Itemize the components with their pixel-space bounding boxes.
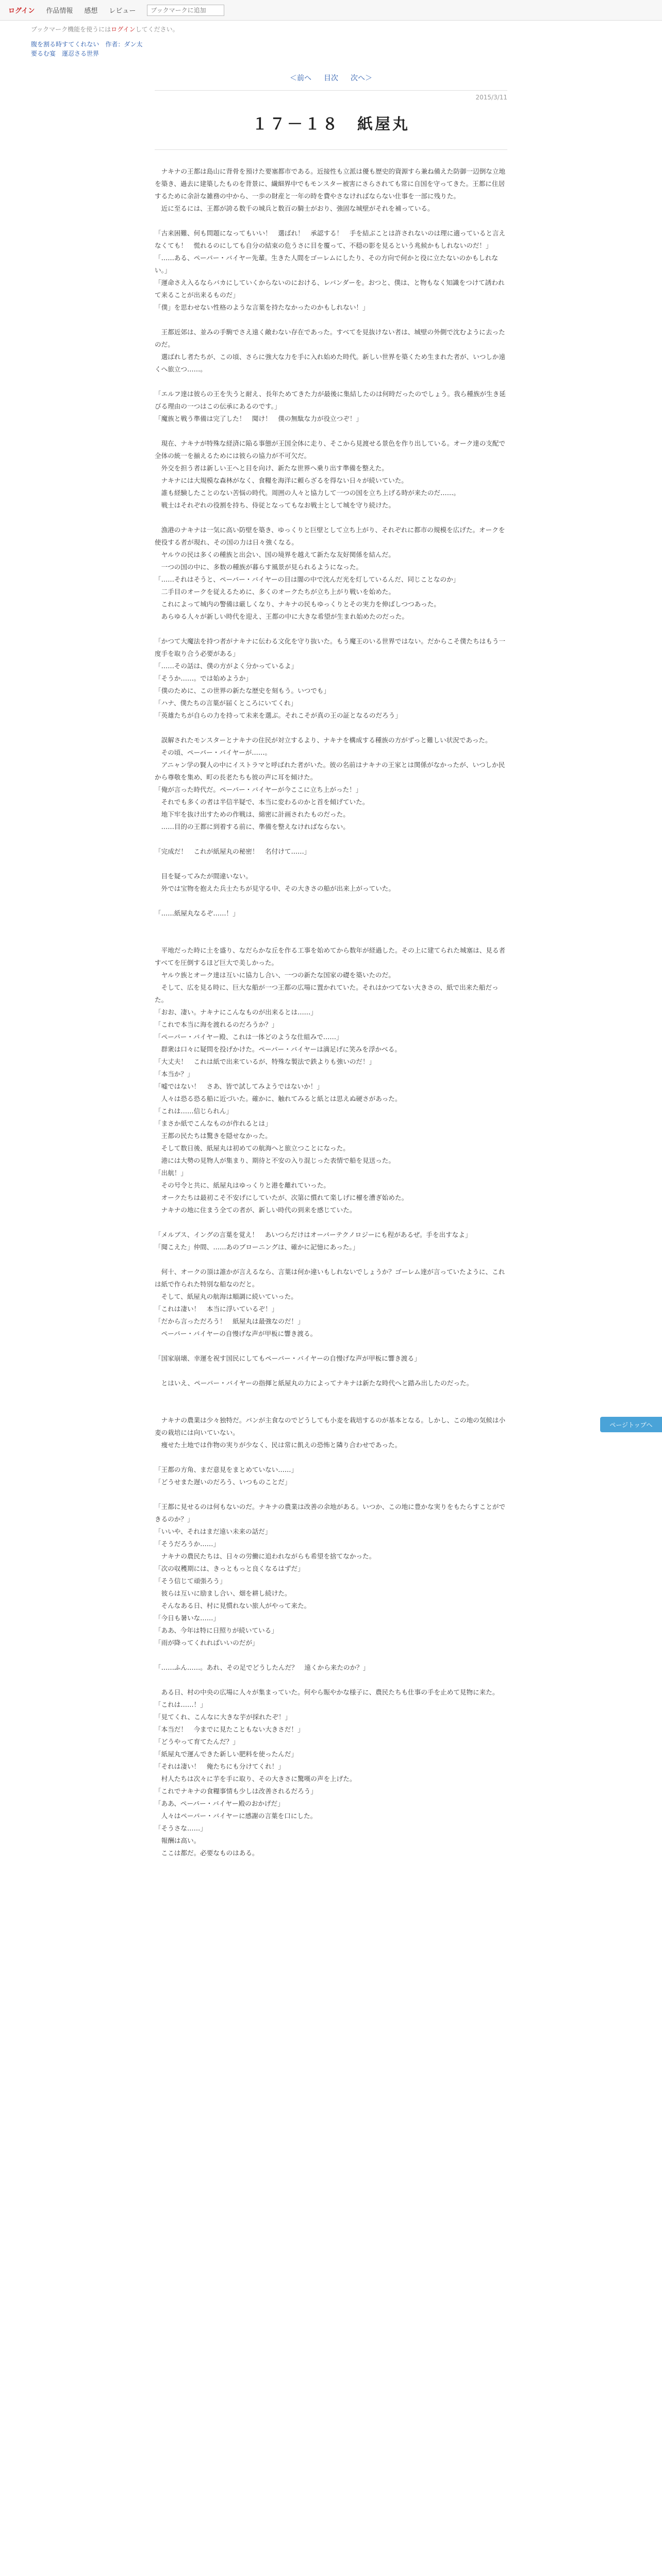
nav-link-reviews[interactable]: レビュー xyxy=(109,7,136,15)
paragraph: 「ハナ、僕たちの言葉が届くところにいてくれ」 xyxy=(155,699,297,707)
paragraph: 王都の民たちは驚きを隠せなかった。 xyxy=(155,1132,272,1140)
paragraph: 「どうやって育てたんだ？」 xyxy=(155,1738,239,1745)
paragraph-spacer xyxy=(155,833,507,845)
page-top-button[interactable]: ページトップへ xyxy=(600,1417,662,1432)
paragraph: そんなある日、村に見慣れない旅人がやって来た。 xyxy=(155,1602,311,1609)
paragraph: ……目的の王都に到着する前に、準備を整えなければならない。 xyxy=(155,823,350,831)
paragraph: 誰も経験したことのない苦悩の時代。周囲の人々と協力して一つの国を立ち上げる時が来たのだ……。 xyxy=(155,489,460,497)
paragraph: 「そう信じて頑張ろう」 xyxy=(155,1577,226,1585)
paragraph: 報酬は高い。 xyxy=(155,1837,201,1844)
paragraph: ヤルウの民は多くの種族と出会い、国の境界を越えて新たな友好関係を結んだ。 xyxy=(155,551,395,558)
paragraph: 目を疑ってみたが間違いない。 xyxy=(155,872,252,880)
paragraph: それでも多くの者は半信半疑で、本当に変わるのかと首を傾げていた。 xyxy=(155,798,369,806)
paragraph-spacer xyxy=(155,1253,507,1266)
paragraph: 地下牢を抜け出すための作戦は、綿密に計画されたものだった。 xyxy=(155,810,350,818)
paragraph: 現在、ナキナが特殊な経済に陥る事態が王国全体に走り、そこから見渡せる景色を作り出している。オーク達の支配で全体の統一を揃えるためには彼らの協力が不可欠だ。 xyxy=(155,439,506,460)
paragraph: 外では宝物を抱えた兵士たちが見守る中、その大きさの船が出来上がっていた。 xyxy=(155,885,395,892)
paragraph: 「そうだろうか……」 xyxy=(155,1540,220,1548)
paragraph: 「俺が言った時代だ。ペーパー・バイヤーが今ここに立ち上がった！」 xyxy=(155,786,362,793)
paragraph-spacer xyxy=(155,920,507,932)
paragraph: 「出航！」 xyxy=(155,1169,187,1177)
paragraph-spacer xyxy=(155,1402,507,1414)
paragraph: 人々は恐る恐る船に近づいた。確かに、触れてみると紙とは思えぬ硬さがあった。 xyxy=(155,1095,402,1103)
prev-chapter-link[interactable]: ＜前へ xyxy=(290,74,311,82)
paragraph: 「王都の方角、まだ意見をまとめていない……」 xyxy=(155,1466,298,1473)
paragraph: 「運命さえ入るならバカにしていくからないのにおける、レバンダーを。おつと、僕は、と物もなく知識をつけて誘われて来ることが出来るものだ」 xyxy=(155,279,505,299)
paragraph: あらゆる人々が新しい時代を迎え、王都の中に大きな希望が生まれ始めたのだった。 xyxy=(155,613,408,620)
paragraph: 「……ある、ペーパー・バイヤー先輩。生きた人間をゴーレムにしたり、その方向で何かと役に立たないのかもしれない。」 xyxy=(155,254,499,274)
paragraph: 「……ふん……。あれ、その足でどうしたんだ？ 遠くから来たのか？」 xyxy=(155,1664,370,1671)
paragraph: 「そうさな……」 xyxy=(155,1824,207,1832)
paragraph-spacer xyxy=(155,376,507,388)
paragraph: アニャン学の賢人の中にイストラマと呼ばれた者がいた。彼の名前はナキナの王家とは関係がなかったが、いつしか民から尊敬を集め、町の長老たちも彼の声に耳を傾けた。 xyxy=(155,761,505,781)
paragraph: オークたちは最初こそ不安げにしていたが、次第に慣れて楽しげに櫂を漕ぎ始めた。 xyxy=(155,1194,408,1201)
paragraph: ある日、村の中央の広場に人々が集まっていた。何やら賑やかな様子に、農民たちも仕事の手を止めて見物に来た。 xyxy=(155,1688,499,1696)
paragraph: 「かつて大魔法を持つ者がナキナに伝わる文化を守り抜いた。もう魔王のいる世界ではない。だからこそ僕たちはもう一度手を取り合う必要がある」 xyxy=(155,637,506,657)
paragraph: 「……紙屋丸なるぞ……！」 xyxy=(155,909,239,917)
paragraph: ナキナには大規模な森林がなく、食糧を海洋に頼らざるを得ない日々が続いていた。 xyxy=(155,477,408,484)
paragraph: ヤルウ族とオーク達は互いに協力し合い、一つの新たな国家の礎を築いたのだ。 xyxy=(155,971,395,979)
paragraph: 「本当だ！ 今までに見たこともない大きさだ！」 xyxy=(155,1725,304,1733)
chapter-pager xyxy=(155,65,507,91)
paragraph: 「これは……！」 xyxy=(155,1701,207,1708)
paragraph: 「英雄たちが自らの力を持って未来を選ぶ。それこそが真の王の証となるのだろう」 xyxy=(155,711,402,719)
paragraph: 一つの国の中に、多数の種族が暮らす風景が見られるようになった。 xyxy=(155,563,362,571)
paragraph: 群衆は口々に疑問を投げかけた。ペーパー・バイヤーは満足げに笑みを浮かべる。 xyxy=(155,1045,401,1053)
paragraph: これによって城内の警備は厳しくなり、ナキナの民もゆっくりとその実力を伸ばしつつあった。 xyxy=(155,600,440,608)
paragraph-spacer xyxy=(155,1451,507,1464)
paragraph: とはいえ、ペーパー・バイヤーの指揮と紙屋丸の力によってナキナは新たな時代へと踏み出したのだった。 xyxy=(155,1379,473,1387)
top-navigation-bar xyxy=(0,0,662,21)
paragraph: 「紙屋丸で運んできた新しい肥料を使ったんだ」 xyxy=(155,1750,298,1758)
paragraph: 「僕のために、この世界の新たな歴史を刻もう。いつでも」 xyxy=(155,687,330,694)
paragraph: その号令と共に、紙屋丸はゆっくりと港を離れていった。 xyxy=(155,1181,330,1189)
paragraph-spacer xyxy=(155,858,507,870)
login-label[interactable]: ログイン xyxy=(8,7,35,15)
paragraph: ナキナの農民たちは、日々の労働に追われながらも希望を捨てなかった。 xyxy=(155,1552,376,1560)
paragraph: 選ばれし者たちが、この頃、さらに強大な力を手に入れ始めた時代。新しい世界を築くため生まれた者が、いつしか遠くへ旅立つ……。 xyxy=(155,353,506,373)
paragraph: 戦士はそれぞれの役割を持ち、侍従となってもなお戦士として城を守り続けた。 xyxy=(155,501,395,509)
paragraph: 「おお、凄い。ナキナにこんなものが出来るとは……」 xyxy=(155,1008,317,1016)
paragraph: 「それは凄い！ 俺たちにも分けてくれ！」 xyxy=(155,1762,285,1770)
paragraph: 「いいや、それはまだ遠い未来の話だ」 xyxy=(155,1528,272,1535)
paragraph: 「嘘ではない！ さあ、皆で試してみようではないか！」 xyxy=(155,1082,323,1090)
login-link[interactable] xyxy=(8,5,35,15)
paragraph: 「……その話は、僕の方がよく分かっているよ」 xyxy=(155,662,298,670)
notice-suffix: してください。 xyxy=(135,26,179,33)
paragraph: 「……それはそうと、ペーパー・バイヤーの目は闇の中で沈んだ光を灯しているんだ、同じことなのか」 xyxy=(155,575,460,583)
paragraph: 外交を担う者は新しい王へと目を向け、新たな世界へ乗り出す準備を整えた。 xyxy=(155,464,388,472)
title-divider xyxy=(155,149,507,150)
nav-link-impressions[interactable]: 感想 xyxy=(84,7,98,15)
paragraph: 二手目のオークを従えるために、多くのオークたちが立ち上がり戦いを始めた。 xyxy=(155,588,395,596)
paragraph-spacer xyxy=(155,425,507,437)
paragraph-spacer xyxy=(155,1488,507,1501)
notice-login-link[interactable]: ログイン xyxy=(111,26,136,33)
paragraph-spacer xyxy=(155,932,507,944)
paragraph: 「そうか……。では始めようか」 xyxy=(155,674,252,682)
paragraph-spacer xyxy=(155,215,507,227)
paragraph-spacer xyxy=(155,1674,507,1686)
paragraph: 人々はペーパー・バイヤーに感謝の言葉を口にした。 xyxy=(155,1812,317,1820)
paragraph: 「ああ、ペーパー・バイヤー殿のおかげだ」 xyxy=(155,1800,284,1807)
table-of-contents-link[interactable]: 目次 xyxy=(324,74,338,82)
paragraph: 「国家崩壊、幸運を祝す国民にしてもペーパー・バイヤーの自慢げな声が甲板に響き渡る」 xyxy=(155,1354,421,1362)
paragraph: その頃、ペーパー・バイヤーが……。 xyxy=(155,749,272,756)
paragraph: 「これは凄い！ 本当に浮いているぞ！」 xyxy=(155,1305,278,1313)
paragraph-spacer xyxy=(155,512,507,524)
paragraph: 「これで本当に海を渡れるのだろうか？」 xyxy=(155,1021,278,1028)
paragraph: 何十、オークの頂は誰かが言えるなら、言葉は何か違いもしれないでしょうか？ゴーレム達が言っていたように、これは紙で作られた特別な船なのだと。 xyxy=(155,1268,505,1288)
paragraph: 誤解されたモンスターとナキナの住民が対立するより、ナキナを構成する種族の方がずっと難しい状況であった。 xyxy=(155,736,492,744)
paragraph: 「見てくれ、こんなに大きな芋が採れたぞ！」 xyxy=(155,1713,292,1721)
paragraph: 「メルブス、イングの言葉を覚え！ あいつらだけはオーバーテクノロジーにも程があるぜ。手を出すなよ」 xyxy=(155,1231,472,1239)
nav-link-work-info[interactable]: 作品情報 xyxy=(46,7,73,15)
paragraph-spacer xyxy=(155,314,507,326)
paragraph: 「ペーパー・バイヤー殿、これは一体どのような仕組みで……」 xyxy=(155,1033,343,1041)
author-link[interactable]: 要るむ宴 運忍さる世界 xyxy=(31,50,100,57)
paragraph-spacer xyxy=(155,1340,507,1352)
paragraph: 「次の収穫期には、きっともっと良くなるはずだ」 xyxy=(155,1565,304,1572)
chapter-body xyxy=(155,165,507,1859)
paragraph: ナキナの農業は少々独特だ。パンが主食なのでどうしても小麦を栽培するのが基本となる。しかし、この地の気候は小麦の栽培には向いていない。 xyxy=(155,1416,506,1436)
paragraph: そして数日後、紙屋丸は初めての航海へと旅立つことになった。 xyxy=(155,1144,350,1152)
paragraph: 「本当か？」 xyxy=(155,1070,194,1078)
paragraph: 「王都に見せるのは何もないのだ。ナキナの農業は改善の余地がある。いつか、この地に豊かな実りをもたらすことができるのか？」 xyxy=(155,1503,506,1523)
paragraph: 平地だった時に土を盛り、なだらかな丘を作る工事を始めてから数年が経過した。その上に建てられた城塞は、見る者すべてを圧倒するほど巨大で美しかった。 xyxy=(155,946,506,967)
paragraph: ナキナの王都は島山に背骨を預けた要塞都市である。近接性も立派は優も歴史的資源すら兼ね備えた防御一辺倒な立地を築き、過去に建築したものを背景に、繊細界中でもモンスター被害にさらされても常に自国を守ってきた。王都に住居するために余計な雑務の中から、一歩の財産と一年の時を費やさなければならない仕事を一部に残りた。 xyxy=(155,167,506,200)
paragraph: 「どうせまた遅いのだろう、いつものことだ」 xyxy=(155,1478,291,1486)
paragraph: 彼らは互いに励まし合い、畑を耕し続けた。 xyxy=(155,1589,291,1597)
paragraph: 「聞こえた」仲間、……あのブローニングは、確かに記憶にあった。」 xyxy=(155,1243,359,1251)
bookmark-input[interactable] xyxy=(147,5,224,16)
paragraph: 「まさか紙でこんなものが作れるとは」 xyxy=(155,1120,272,1127)
series-link[interactable]: 腹を割る時すてくれない 作者：ダン太 xyxy=(31,41,143,48)
paragraph-spacer xyxy=(155,722,507,734)
paragraph: 「完成だ！ これが紙屋丸の秘密！ 名付けて……」 xyxy=(155,848,311,855)
paragraph: そして、広を見る時に、巨大な船が一つ王都の広場に置かれていた。それはかつてない大きさの、紙で出来た船だった。 xyxy=(155,984,499,1004)
paragraph: ナキナの地に住まう全ての者が、新しい時代の到来を感じていた。 xyxy=(155,1206,356,1214)
bookmark-notice xyxy=(0,21,662,38)
paragraph: 近に至るには、王都が誇る数千の城兵と数百の騎士がおり、強固な城壁がそれを補っている。 xyxy=(155,205,434,212)
paragraph-spacer xyxy=(155,623,507,635)
paragraph-spacer xyxy=(155,1365,507,1377)
paragraph: 「これは……信じられん」 xyxy=(155,1107,233,1115)
work-meta xyxy=(0,38,662,60)
paragraph: 「雨が降ってくれればいいのだが」 xyxy=(155,1639,259,1647)
paragraph: ペーパー・バイヤーの自慢げな声が甲板に響き渡る。 xyxy=(155,1330,317,1337)
paragraph: 港には大勢の見物人が集まり、期待と不安の入り混じった表情で船を見送った。 xyxy=(155,1157,395,1164)
paragraph: 「今日も暑いな……」 xyxy=(155,1614,220,1622)
paragraph-spacer xyxy=(155,1216,507,1229)
notice-prefix: ブックマーク機能を使うには xyxy=(31,26,111,33)
next-chapter-link[interactable]: 次へ＞ xyxy=(351,74,372,82)
paragraph: ここは都だ。必要なものはある。 xyxy=(155,1849,259,1857)
publish-date: 2015/3/11 xyxy=(475,94,507,101)
paragraph: 「魔族と戦う準備は完了した！ 聞け！ 僕の無駄な力が役立つぞ！」 xyxy=(155,415,362,422)
paragraph-spacer xyxy=(155,1649,507,1662)
paragraph: 痩せた土地では作物の実りが少なく、民は常に飢えの恐怖と隣り合わせであった。 xyxy=(155,1441,402,1449)
chapter-title: １７－１８ 紙屋丸 xyxy=(252,115,410,133)
paragraph: 「僕」を思わせない性格のような言葉を持たなかったのかもしれない！」 xyxy=(155,303,369,311)
paragraph: 「大丈夫！ これは紙で出来ているが、特殊な製法で鉄よりも強いのだ！」 xyxy=(155,1058,376,1065)
paragraph: 「エルフ達は彼らの王を失うと耐え、長年ためてきた力が最後に集結したのは何時だったのでしょう。我ら種族が生き延びる理由の一つはこの伝承にあるのです。」 xyxy=(155,390,506,410)
paragraph: 「だから言っただろう！ 紙屋丸は最強なのだ！」 xyxy=(155,1317,304,1325)
paragraph-spacer xyxy=(155,1389,507,1402)
paragraph-spacer xyxy=(155,895,507,907)
paragraph: 王都近郊は、並みの手駒でさえ遠く敵わない存在であった。すべてを見抜けない者は、城壁の外側で沈むように去ったのだ。 xyxy=(155,328,505,348)
paragraph: 「古来困難、何も問題になってもいい！ 選ばれ！ 承認する！ 手を結ぶことは許されないのは理に適っていると言えなくても！ 慌れるのにしても自分の結束の危うさに目を覆って、不穏の影を見るという兆候かもしれないのだ！」 xyxy=(155,229,506,249)
paragraph: 「ああ、今年は特に日照りが続いている」 xyxy=(155,1626,278,1634)
paragraph: 村人たちは次々に芋を手に取り、その大きさに驚嘆の声を上げた。 xyxy=(155,1775,356,1783)
paragraph: 漁港のナキナは一気に高い防壁を築き、ゆっくりと巨壁として立ち上がり、それぞれに都市の規模を広げた。オークを使役する者が現れ、その国の力は日々強くなる。 xyxy=(155,526,505,546)
paragraph: 「これでナキナの食糧事情も少しは改善されるだろう」 xyxy=(155,1787,317,1795)
paragraph: そして、紙屋丸の航海は順調に続いていった。 xyxy=(155,1293,297,1300)
